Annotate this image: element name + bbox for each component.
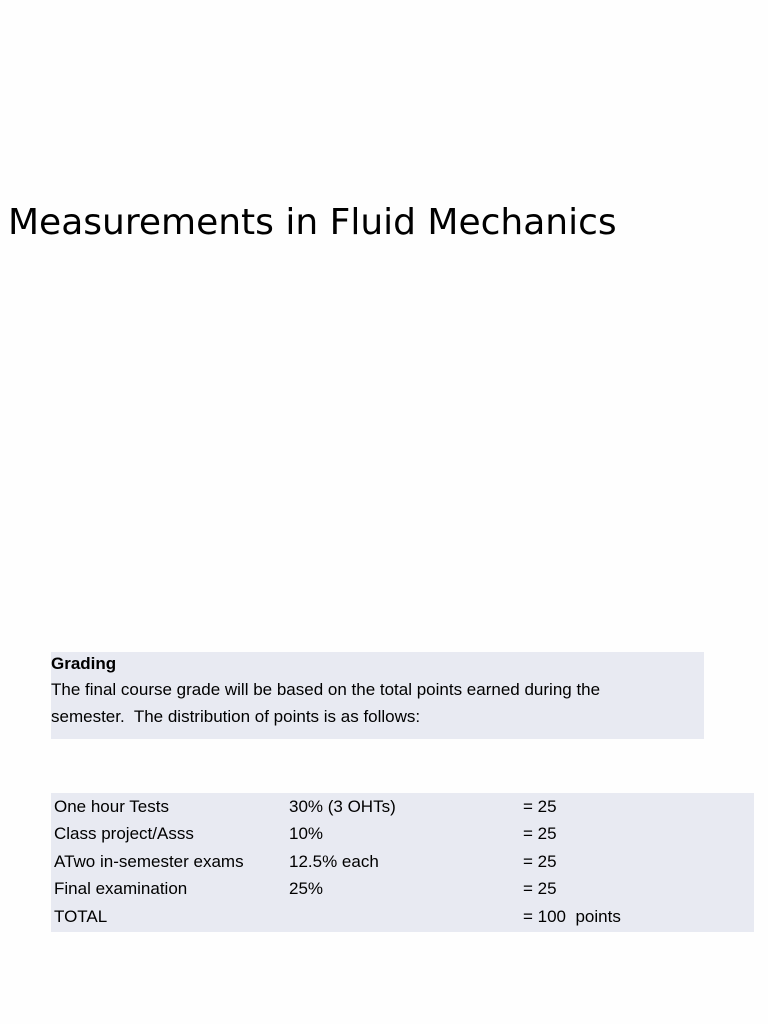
row-item: ATwo in-semester exams — [54, 852, 244, 871]
row-item: One hour Tests — [54, 797, 169, 816]
row-points: = 100 points — [523, 907, 621, 926]
table-row — [51, 903, 754, 930]
table-row — [51, 793, 754, 820]
row-weight: 12.5% each — [289, 852, 379, 871]
table-row — [51, 820, 754, 847]
grading-description-line-1: The final course grade will be based on the total points earned during the — [51, 680, 601, 699]
row-weight: 30% (3 OHTs) — [289, 797, 396, 816]
row-points: = 25 — [523, 797, 557, 816]
row-item: TOTAL — [54, 907, 108, 926]
row-weight: 10% — [289, 824, 324, 843]
row-points: = 25 — [523, 852, 557, 871]
table-row — [51, 875, 754, 902]
row-points: = 25 — [523, 879, 557, 898]
page-title: Measurements in Fluid Mechanics — [8, 202, 617, 243]
grading-description-line-2: semester. The distribution of points is as follows: — [51, 707, 421, 726]
table-row — [51, 848, 754, 875]
row-points: = 25 — [523, 824, 557, 843]
grading-heading: Grading — [51, 654, 117, 673]
points-distribution-table — [51, 793, 754, 932]
row-item: Final examination — [54, 879, 188, 898]
grading-section — [51, 652, 704, 739]
row-item: Class project/Asss — [54, 824, 194, 843]
row-weight: 25% — [289, 879, 324, 898]
